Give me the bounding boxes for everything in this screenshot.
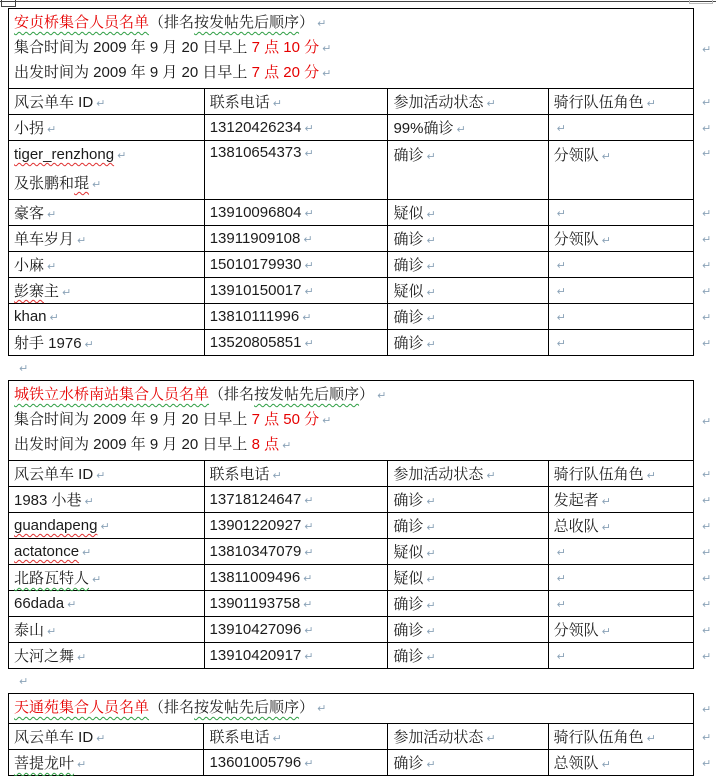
pilcrow-icon: ↵ [426,338,436,351]
pilcrow-icon: ↵ [377,389,387,402]
pilcrow-icon: ↵ [304,147,314,160]
status-cell: 疑似 ↵ [388,539,548,565]
meet-time-value: 7 点 10 分 [251,39,320,56]
row-end-mark [694,330,716,356]
role-cell: 分领队 ↵ [548,141,693,200]
table-row [9,643,716,669]
pilcrow-icon: ↵ [47,208,57,221]
table-title-row [9,9,716,89]
pilcrow-icon: ↵ [77,234,87,247]
pilcrow-icon: ↵ [19,361,29,375]
pilcrow-icon: ↵ [47,260,57,273]
member-id-cell: 66dada ↵ [9,591,205,617]
member-id-cell: tiger_renzhong ↵ 及张鹏和琨 ↵ [9,141,205,200]
status-cell: 确诊 ↵ [388,304,548,330]
status-cell: 确诊 ↵ [388,252,548,278]
previous-table-right-cell-stub [689,0,713,4]
pilcrow-icon: ↵ [426,234,436,247]
row-end-mark [694,278,716,304]
row-end-mark [694,89,716,115]
phone-cell: 13810654373 ↵ [204,141,388,200]
depart-time-line: 出发时间为 2009 年 9 月 20 日早上 8 点 ↵ [14,436,292,453]
roster-table-tiantongyuan [8,693,716,776]
pilcrow-icon: ↵ [317,17,327,30]
pilcrow-icon: ↵ [96,732,106,745]
pilcrow-icon: ↵ [426,625,436,638]
pilcrow-icon: ↵ [304,122,314,135]
pilcrow-icon: ↵ [426,547,436,560]
pilcrow-icon: ↵ [702,598,712,611]
pilcrow-icon: ↵ [601,495,611,508]
phone-cell: 13901193758 ↵ [204,591,388,617]
pilcrow-icon: ↵ [322,414,332,427]
pilcrow-icon: ↵ [426,599,436,612]
status-cell: 疑似 ↵ [388,200,548,226]
status-cell: 确诊 ↵ [388,141,548,200]
phone-cell: 13910420917 ↵ [204,643,388,669]
column-header-role: 骑行队伍角色 ↵ [548,724,693,750]
pilcrow-icon: ↵ [601,234,611,247]
role-cell [548,539,693,565]
member-id-cell: 泰山 ↵ [9,617,205,643]
status-cell: 疑似 ↵ [388,278,548,304]
pilcrow-icon: ↵ [304,337,314,350]
pilcrow-icon: ↵ [702,259,712,272]
table-row [9,330,716,356]
pilcrow-icon: ↵ [322,67,332,80]
title-location-text: 天通苑集合人员名单 [14,699,150,716]
pilcrow-icon: ↵ [304,650,314,663]
pilcrow-icon: ↵ [303,598,313,611]
pilcrow-icon: ↵ [702,757,712,770]
row-end-mark [694,694,716,724]
pilcrow-icon: ↵ [82,546,92,559]
pilcrow-icon: ↵ [47,625,57,638]
pilcrow-icon: ↵ [96,469,106,482]
status-cell: 确诊 ↵ [388,591,548,617]
table-title: 城铁立水桥南站集合人员名单（排名按发帖先后顺序） ↵ [14,386,387,403]
member-id-cell: actatonce ↵ [9,539,205,565]
pilcrow-icon: ↵ [426,208,436,221]
table-title-row [9,694,716,724]
table-row [9,617,716,643]
pilcrow-icon: ↵ [302,311,312,324]
pilcrow-icon: ↵ [702,285,712,298]
member-id-cell: 彭寨主 ↵ [9,278,205,304]
pilcrow-icon: ↵ [702,337,712,350]
row-end-mark [694,565,716,591]
pilcrow-icon: ↵ [303,572,313,585]
pilcrow-icon: ↵ [304,624,314,637]
phone-cell: 15010179930 ↵ [204,252,388,278]
title-location-text: 城铁立水桥南站集合人员名单 [14,386,210,403]
header-row [9,461,716,487]
pilcrow-icon: ↵ [426,651,436,664]
phone-cell: 13910096804 ↵ [204,200,388,226]
pilcrow-icon: ↵ [702,703,712,716]
row-end-mark [694,252,716,278]
roster-table-lishuiqiao [8,380,716,669]
pilcrow-icon: ↵ [556,572,566,585]
row-end-mark [694,591,716,617]
pilcrow-icon: ↵ [556,259,566,272]
pilcrow-icon: ↵ [646,469,656,482]
pilcrow-icon: ↵ [702,146,712,160]
pilcrow-icon: ↵ [702,572,712,585]
pilcrow-icon: ↵ [601,150,611,163]
column-header-phone: 联系电话 ↵ [204,461,388,487]
header-row [9,724,716,750]
member-id-cell: 豪客 ↵ [9,200,205,226]
pilcrow-icon: ↵ [702,43,712,56]
status-cell: 确诊 ↵ [388,226,548,252]
phone-cell: 13911909108 ↵ [204,226,388,252]
table-row [9,487,716,513]
role-cell: 分领队 ↵ [548,617,693,643]
member-id-cell: 北路瓦特人 ↵ [9,565,205,591]
role-cell: 总领队 ↵ [548,750,693,776]
pilcrow-icon: ↵ [702,415,712,428]
pilcrow-icon: ↵ [486,732,496,745]
pilcrow-icon: ↵ [601,521,611,534]
row-end-mark [694,304,716,330]
pilcrow-icon: ↵ [702,731,712,744]
status-cell: 99%确诊 ↵ [388,115,548,141]
pilcrow-icon: ↵ [702,520,712,533]
table-row [9,565,716,591]
pilcrow-icon: ↵ [77,651,87,664]
status-cell: 疑似 ↵ [388,565,548,591]
pilcrow-icon: ↵ [303,233,313,246]
pilcrow-icon: ↵ [426,521,436,534]
paragraph-break [0,356,716,380]
role-cell [548,278,693,304]
pilcrow-icon: ↵ [486,97,496,110]
pilcrow-icon: ↵ [486,469,496,482]
pilcrow-icon: ↵ [304,546,314,559]
phone-cell: 13810111996 ↵ [204,304,388,330]
phone-cell: 13601005796 ↵ [204,750,388,776]
member-id-cell: khan ↵ [9,304,205,330]
pilcrow-icon: ↵ [556,122,566,135]
column-header-role: 骑行队伍角色 ↵ [548,461,693,487]
phone-cell: 13120426234 ↵ [204,115,388,141]
pilcrow-icon: ↵ [100,520,110,533]
pilcrow-icon: ↵ [304,494,314,507]
table-row [9,200,716,226]
role-cell [548,330,693,356]
member-id-cell: 小拐 ↵ [9,115,205,141]
pilcrow-icon: ↵ [702,494,712,507]
row-end-mark [694,9,716,89]
title-cell [9,381,694,461]
pilcrow-icon: ↵ [646,97,656,110]
member-id-cell: 射手 1976 ↵ [9,330,205,356]
table-title: 安贞桥集合人员名单（排名按发帖先后顺序） ↵ [14,14,327,31]
pilcrow-icon: ↵ [702,311,712,324]
row-end-mark [694,226,716,252]
pilcrow-icon: ↵ [556,337,566,350]
column-header-id: 风云单车 ID ↵ [9,89,205,115]
column-header-id: 风云单车 ID ↵ [9,724,204,750]
column-header-status: 参加活动状态 ↵ [388,89,548,115]
status-cell: 确诊 ↵ [388,617,548,643]
pilcrow-icon: ↵ [426,286,436,299]
pilcrow-icon: ↵ [702,624,712,637]
table-row [9,304,716,330]
role-cell: 发起者 ↵ [548,487,693,513]
pilcrow-icon: ↵ [47,123,57,136]
pilcrow-icon: ↵ [272,469,282,482]
pilcrow-icon: ↵ [49,311,59,324]
pilcrow-icon: ↵ [426,758,436,771]
member-id-cell: 小麻 ↵ [9,252,205,278]
pilcrow-icon: ↵ [426,495,436,508]
pilcrow-icon: ↵ [304,259,314,272]
member-id-cell: guandapeng ↵ [9,513,205,539]
column-header-phone: 联系电话 ↵ [204,89,388,115]
table-row [9,226,716,252]
status-cell: 确诊 ↵ [388,750,548,776]
row-end-mark [694,487,716,513]
depart-time-value: 8 点 [251,436,280,453]
row-end-mark [694,643,716,669]
role-cell [548,252,693,278]
table-row [9,591,716,617]
role-cell [548,565,693,591]
title-location-text: 安贞桥集合人员名单 [14,14,150,31]
pilcrow-icon: ↵ [702,650,712,663]
pilcrow-icon: ↵ [702,122,712,135]
meet-time-line: 集合时间为 2009 年 9 月 20 日早上 7 点 50 分 ↵ [14,411,332,428]
column-header-status: 参加活动状态 ↵ [388,724,548,750]
pilcrow-icon: ↵ [702,468,712,481]
title-cell [9,9,694,89]
roster-table-anzhenqiao [8,8,716,356]
pilcrow-icon: ↵ [426,573,436,586]
row-end-mark [694,141,716,200]
role-cell [548,115,693,141]
row-end-mark [694,513,716,539]
role-cell [548,200,693,226]
pilcrow-icon: ↵ [601,758,611,771]
pilcrow-icon: ↵ [62,286,72,299]
pilcrow-icon: ↵ [304,520,314,533]
pilcrow-icon: ↵ [456,123,466,136]
table-row [9,539,716,565]
row-end-mark [694,200,716,226]
status-cell: 确诊 ↵ [388,513,548,539]
pilcrow-icon: ↵ [92,573,102,586]
row-end-mark [694,461,716,487]
phone-cell: 13910150017 ↵ [204,278,388,304]
pilcrow-icon: ↵ [272,732,282,745]
pilcrow-icon: ↵ [702,207,712,220]
phone-cell: 13520805851 ↵ [204,330,388,356]
header-row [9,89,716,115]
table-row [9,252,716,278]
pilcrow-icon: ↵ [426,150,436,163]
member-id-cell: 大河之舞 ↵ [9,643,205,669]
pilcrow-icon: ↵ [702,233,712,246]
status-cell: 确诊 ↵ [388,643,548,669]
pilcrow-icon: ↵ [67,598,77,611]
row-end-mark [694,617,716,643]
pilcrow-icon: ↵ [702,96,712,109]
pilcrow-icon: ↵ [84,338,94,351]
column-header-status: 参加活动状态 ↵ [388,461,548,487]
role-cell [548,304,693,330]
pilcrow-icon: ↵ [117,149,127,162]
row-end-mark [694,539,716,565]
meet-time-value: 7 点 50 分 [251,411,320,428]
member-id-cell: 菩提龙叶 ↵ [9,750,204,776]
previous-table-left-cell-stub [1,0,16,7]
paragraph-break [0,669,716,693]
pilcrow-icon: ↵ [322,42,332,55]
table-title-row [9,381,716,461]
role-cell: 分领队 ↵ [548,226,693,252]
pilcrow-icon: ↵ [556,207,566,220]
table-row [9,513,716,539]
table-row [9,750,716,776]
pilcrow-icon: ↵ [282,439,292,452]
pilcrow-icon: ↵ [304,207,314,220]
pilcrow-icon: ↵ [92,178,102,191]
row-end-mark [694,115,716,141]
meet-time-line: 集合时间为 2009 年 9 月 20 日早上 7 点 10 分 ↵ [14,39,332,56]
pilcrow-icon: ↵ [304,285,314,298]
column-header-role: 骑行队伍角色 ↵ [548,89,693,115]
phone-cell: 13901220927 ↵ [204,513,388,539]
pilcrow-icon: ↵ [556,598,566,611]
pilcrow-icon: ↵ [556,311,566,324]
previous-table-bottom-border [0,1,716,2]
pilcrow-icon: ↵ [426,312,436,325]
role-cell: 总收队 ↵ [548,513,693,539]
table-row [9,115,716,141]
phone-cell: 13810347079 ↵ [204,539,388,565]
pilcrow-icon: ↵ [317,702,327,715]
depart-time-value: 7 点 20 分 [251,64,320,81]
row-end-mark [694,750,716,776]
pilcrow-icon: ↵ [426,260,436,273]
pilcrow-icon: ↵ [77,758,87,771]
pilcrow-icon: ↵ [304,757,314,770]
status-cell: 确诊 ↵ [388,330,548,356]
pilcrow-icon: ↵ [702,546,712,559]
pilcrow-icon: ↵ [19,674,29,688]
row-end-mark [694,724,716,750]
role-cell [548,643,693,669]
table-row [9,278,716,304]
table-title: 天通苑集合人员名单（排名按发帖先后顺序） ↵ [14,699,327,716]
column-header-phone: 联系电话 ↵ [204,724,388,750]
depart-time-line: 出发时间为 2009 年 9 月 20 日早上 7 点 20 分 ↵ [14,64,332,81]
role-cell [548,591,693,617]
pilcrow-icon: ↵ [272,97,282,110]
column-header-id: 风云单车 ID ↵ [9,461,205,487]
pilcrow-icon: ↵ [556,546,566,559]
table-row [9,141,716,200]
pilcrow-icon: ↵ [556,650,566,663]
phone-cell: 13718124647 ↵ [204,487,388,513]
member-id-cell: 1983 小巷 ↵ [9,487,205,513]
status-cell: 确诊 ↵ [388,487,548,513]
phone-cell: 13910427096 ↵ [204,617,388,643]
pilcrow-icon: ↵ [96,97,106,110]
member-id-cell: 单车岁月 ↵ [9,226,205,252]
pilcrow-icon: ↵ [646,732,656,745]
pilcrow-icon: ↵ [84,495,94,508]
title-cell [9,694,694,724]
row-end-mark [694,381,716,461]
pilcrow-icon: ↵ [601,625,611,638]
pilcrow-icon: ↵ [556,285,566,298]
phone-cell: 13811009496 ↵ [204,565,388,591]
